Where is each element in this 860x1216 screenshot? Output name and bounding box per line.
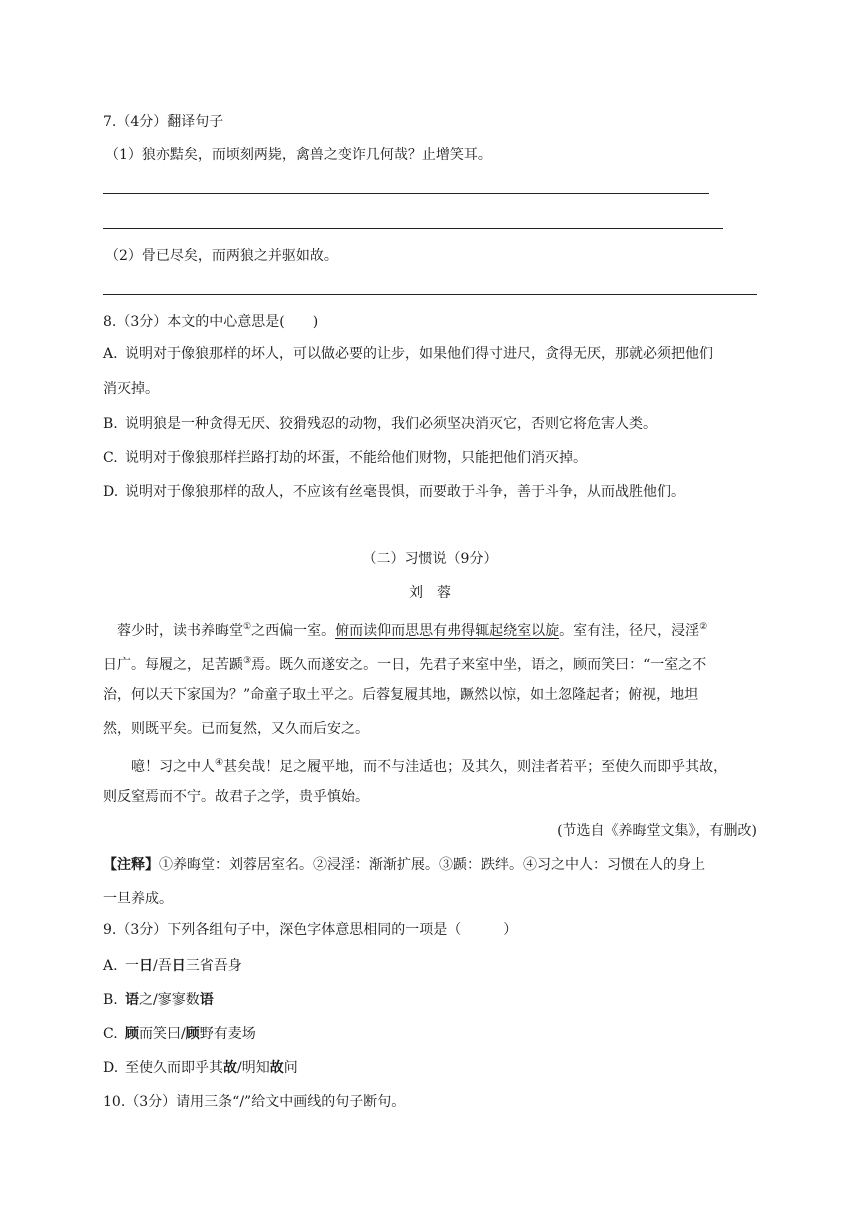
option-text: 说明对于像狼那样的敌人，不应该有丝毫畏惧，而要敢于斗争，善于斗争，从而战胜他们。 — [125, 484, 685, 500]
answer-line-3 — [103, 294, 757, 295]
bold-char: 日 — [139, 958, 153, 974]
text-run: 至使久而即乎其 — [125, 1060, 223, 1076]
passage-source: (节选自《养晦堂文集》，有删改) — [557, 823, 757, 839]
passage-notes-line1 — [103, 855, 705, 875]
passage-author: 刘 蓉 — [409, 585, 451, 601]
text-run: 噫！习之中人 — [131, 759, 215, 775]
q9-option-d — [103, 1058, 298, 1078]
q9-option-a — [103, 956, 242, 976]
option-letter: B. — [103, 416, 118, 432]
passage-notes-line2: 一旦养成。 — [103, 891, 173, 907]
text-run: 之西偏一室。 — [251, 623, 336, 639]
q7-stem: 7.（4分）翻译句子 — [103, 114, 224, 130]
q9-option-c — [103, 1024, 256, 1044]
text-run: /明知 — [237, 1060, 270, 1076]
passage-p1-line2 — [103, 651, 706, 675]
underlined-sentence: 俯而读仰而思思有弗得辄起绕室以旋 — [335, 623, 560, 639]
q8-option-c — [103, 448, 587, 468]
text-run: 日广。每履之，足苦踬 — [103, 657, 243, 673]
bold-char: 日 — [171, 958, 186, 974]
passage-title: （二）习惯说（9分） — [362, 551, 498, 567]
answer-line-2 — [103, 228, 723, 229]
q9-stem: 9.（3分）下列各组句子中，深色字体意思相同的一项是（ ） — [103, 922, 518, 938]
passage-p1-line1 — [117, 617, 707, 641]
q8-stem: 8.（3分）本文的中心意思是( ) — [103, 314, 319, 330]
q8-option-a-cont: 消灭掉。 — [103, 381, 159, 397]
q9-option-b — [103, 990, 214, 1010]
bold-char: 故 — [223, 1060, 237, 1076]
text-run: 焉。既久而遂安之。一日，先君子来室中坐，语之，顾而笑曰：“一室之不 — [251, 657, 707, 673]
bold-char: 故 — [269, 1060, 284, 1076]
q7-sentence-2: （2）骨已尽矣，而两狼之并驱如故。 — [105, 248, 338, 264]
note-marker-4: ④ — [215, 758, 224, 768]
notes-text: ①养晦堂：刘蓉居室名。②浸淫：渐渐扩展。③踬：跌绊。④习之中人：习惯在人的身上 — [159, 857, 705, 873]
bold-char: 语 — [125, 992, 139, 1008]
text-run: 之/寥寥数 — [139, 992, 200, 1008]
passage-p1-line4: 然，则既平矣。已而复然，又久而后安之。 — [103, 721, 369, 737]
notes-label: 【注释】 — [103, 857, 159, 873]
passage-p2-line2: 则反窒焉而不宁。故君子之学，贵乎慎始。 — [103, 789, 369, 805]
bold-char: 顾 — [185, 1026, 200, 1042]
note-marker-1: ① — [243, 622, 252, 632]
option-letter: C. — [103, 1026, 118, 1042]
bold-char: 顾 — [125, 1026, 139, 1042]
option-text: 说明狼是一种贪得无厌、狡猾残忍的动物，我们必须坚决消灭它，否则它将危害人类。 — [125, 416, 657, 432]
option-letter: D. — [103, 1060, 119, 1076]
option-letter: A. — [103, 346, 118, 362]
option-letter: D. — [103, 484, 119, 500]
q8-option-a — [103, 344, 713, 364]
text-run: /吾 — [153, 958, 172, 974]
option-text: 说明对于像狼那样拦路打劫的坏蛋，不能给他们财物，只能把他们消灭掉。 — [125, 450, 587, 466]
text-run: 三省吾身 — [185, 958, 242, 974]
note-marker-3: ③ — [243, 656, 252, 666]
passage-p1-line3: 治，何以天下家国为？”命童子取土平之。后蓉复履其地，蹶然以惊，如土忽隆起者；俯视，地坦 — [103, 687, 699, 703]
bold-char: 语 — [199, 992, 214, 1008]
text-run: 一 — [125, 958, 139, 974]
answer-line-1 — [103, 193, 709, 194]
q10-stem: 10.（3分）请用三条“/”给文中画线的句子断句。 — [103, 1094, 406, 1110]
option-letter: A. — [103, 958, 118, 974]
text-run: 问 — [283, 1060, 298, 1076]
text-run: 甚矣哉！足之履平地，而不与洼适也；及其久，则洼者若平；至使久而即乎其故， — [223, 759, 728, 775]
option-letter: C. — [103, 450, 118, 466]
passage-p2-line1 — [131, 753, 727, 777]
q8-option-d — [103, 482, 685, 502]
text-run: 蓉少时，读书养晦堂 — [117, 623, 243, 639]
text-run: 。室有洼，径尺，浸淫 — [559, 623, 700, 639]
option-letter: B. — [103, 992, 118, 1008]
q8-option-b — [103, 414, 657, 434]
text-run: 野有麦场 — [199, 1026, 256, 1042]
text-run: 而笑曰/ — [139, 1026, 186, 1042]
option-text: 说明对于像狼那样的坏人，可以做必要的让步，如果他们得寸进尺，贪得无厌，那就必须把他们 — [125, 346, 713, 362]
note-marker-2: ② — [699, 622, 708, 632]
q7-sentence-1: （1）狼亦黠矣，而顷刻两毙，禽兽之变诈几何哉？止增笑耳。 — [105, 147, 492, 163]
